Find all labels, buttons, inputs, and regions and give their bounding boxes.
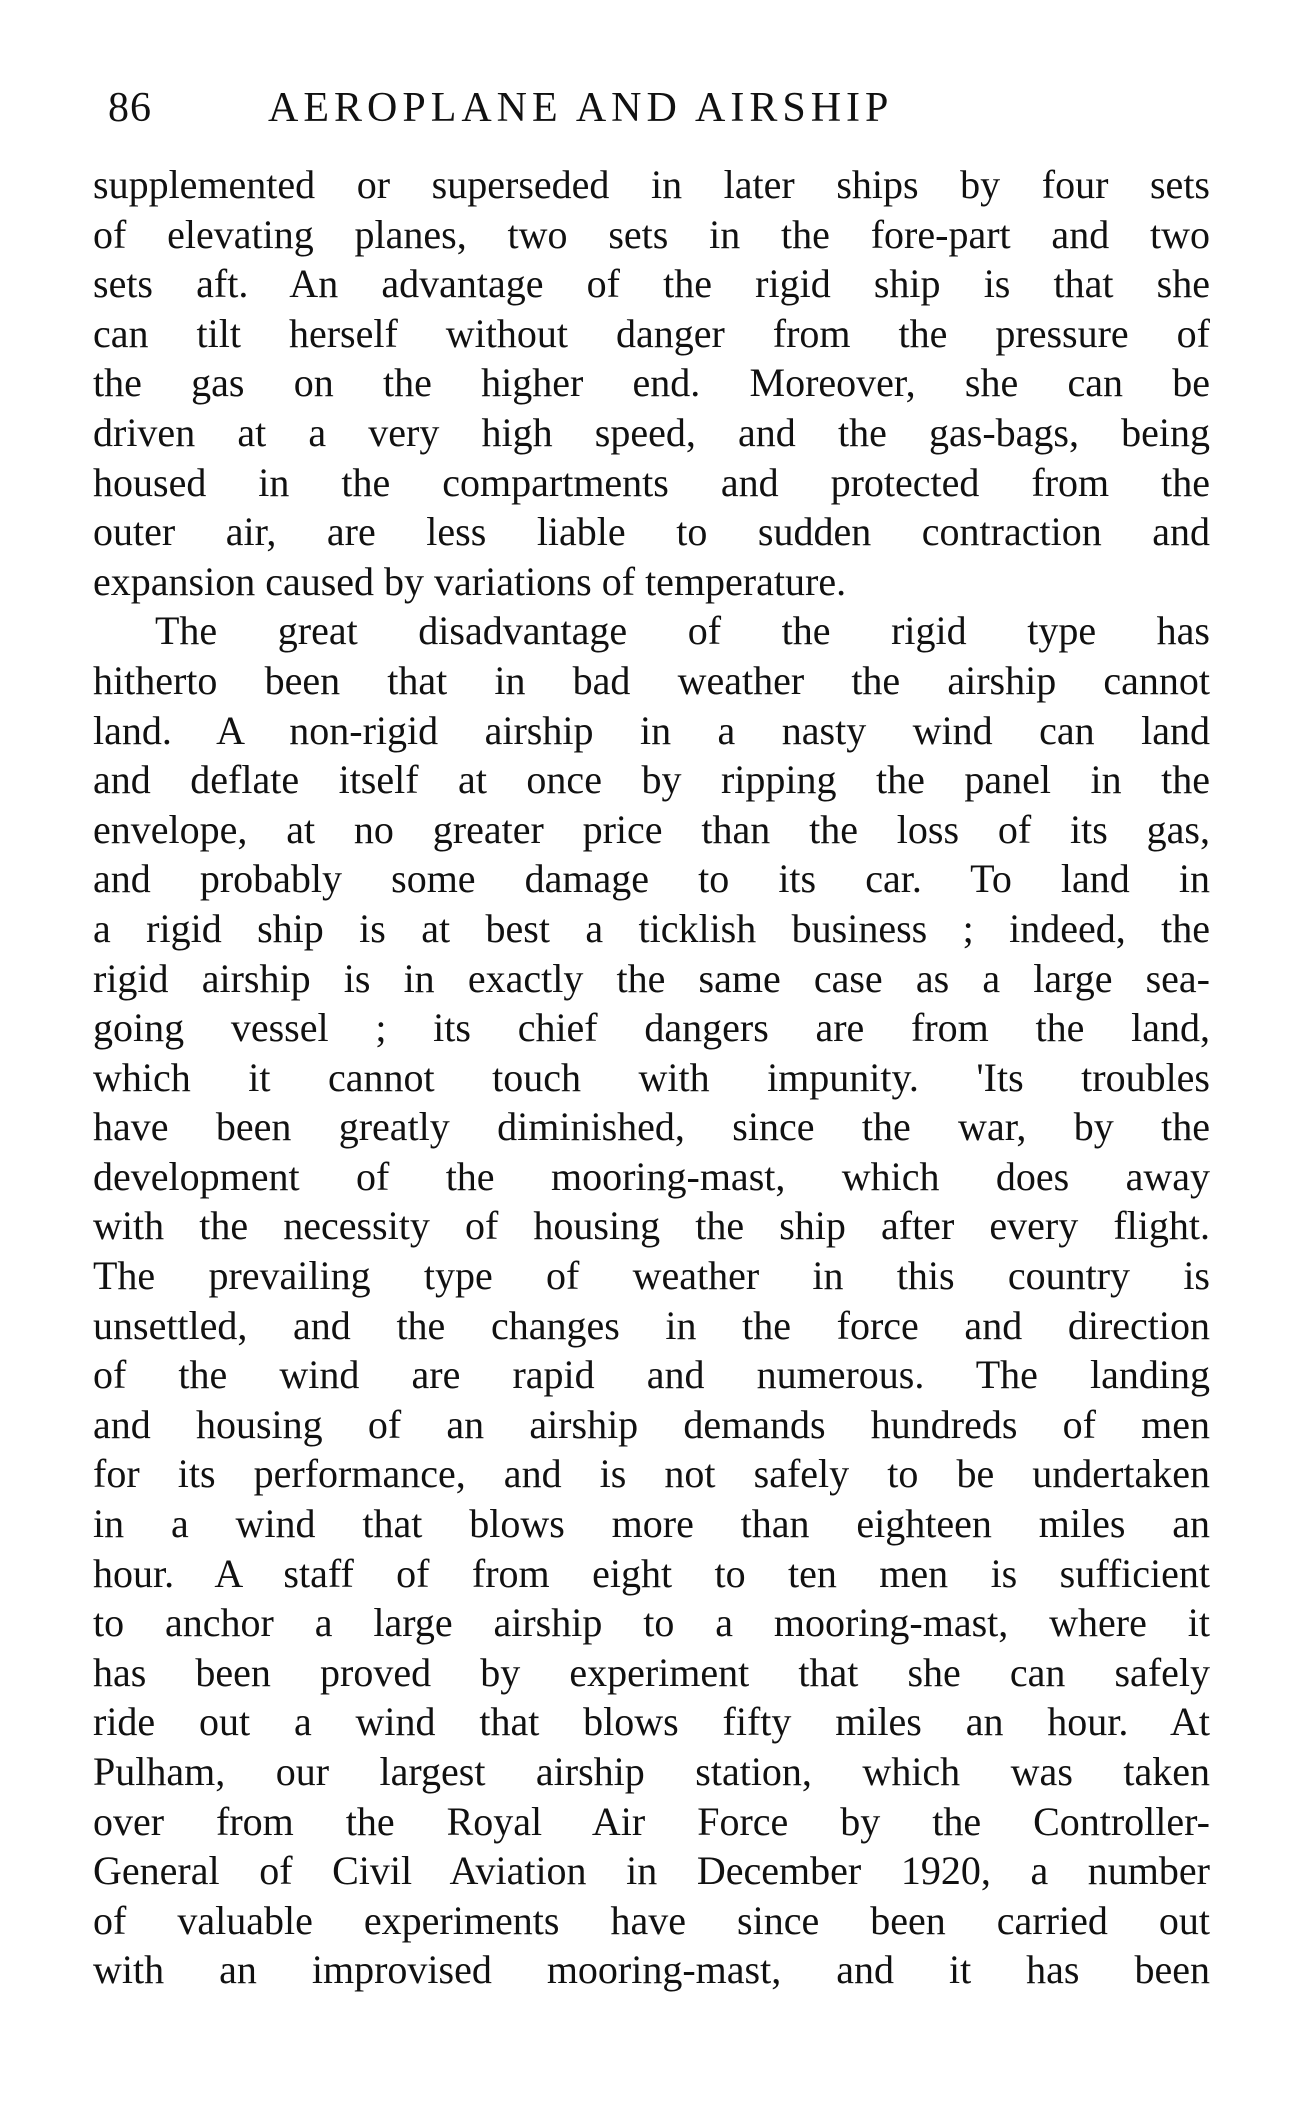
text-line: housed in the compartments and protected from the — [93, 459, 1210, 505]
text-line: envelope, at no greater price than the loss of its gas, — [93, 806, 1210, 852]
text-line: land. A non-rigid airship in a nasty wind can land — [93, 707, 1210, 753]
page-header — [108, 78, 1208, 138]
text-line: to anchor a large airship to a mooring-mast, where it — [93, 1600, 1210, 1646]
text-line: and deflate itself at once by ripping the panel in the — [93, 757, 1210, 803]
text-line: can tilt herself without danger from the pressure of — [93, 310, 1210, 356]
text-line: of elevating planes, two sets in the fore-part and two — [93, 211, 1210, 257]
body-text — [93, 160, 1210, 1995]
text-line: The prevailing type of weather in this country is — [93, 1253, 1210, 1299]
text-line: hitherto been that in bad weather the airship cannot — [93, 657, 1210, 703]
text-line: ride out a wind that blows fifty miles an hour. At — [93, 1699, 1210, 1745]
text-line: have been greatly diminished, since the war, by the — [93, 1104, 1210, 1150]
text-line: over from the Royal Air Force by the Controller- — [93, 1798, 1210, 1844]
text-line: sets aft. An advantage of the rigid ship is that she — [93, 261, 1210, 307]
running-head: AEROPLANE AND AIRSHIP — [268, 85, 894, 131]
text-line: a rigid ship is at best a ticklish business ; indeed, the — [93, 905, 1210, 951]
text-line: Pulham, our largest airship station, which was taken — [93, 1749, 1210, 1794]
text-line: which it cannot touch with impunity. 'Its troubles — [93, 1054, 1210, 1100]
text-line: unsettled, and the changes in the force and direction — [93, 1302, 1210, 1348]
text-line: outer air, are less liable to sudden contraction and — [93, 509, 1210, 555]
text-line: for its performance, and is not safely to be undertaken — [93, 1451, 1210, 1497]
text-line: The great disadvantage of the rigid type has — [155, 608, 1210, 654]
text-line: and probably some damage to its car. To land in — [93, 856, 1210, 902]
text-line: and housing of an airship demands hundreds of men — [93, 1401, 1210, 1447]
text-line: going vessel ; its chief dangers are from the land, — [93, 1005, 1210, 1051]
text-line: hour. A staff of from eight to ten men is sufficient — [93, 1550, 1210, 1596]
text-line: has been proved by experiment that she can safely — [93, 1649, 1210, 1695]
text-line: of the wind are rapid and numerous. The landing — [93, 1352, 1210, 1398]
text-line: expansion caused by variations of temperature. — [93, 558, 847, 604]
text-line: with the necessity of housing the ship after every flight. — [93, 1203, 1210, 1249]
page-number: 86 — [108, 85, 152, 131]
text-line: development of the mooring-mast, which does away — [93, 1153, 1210, 1199]
text-line: rigid airship is in exactly the same case as a large sea- — [93, 955, 1210, 1001]
text-line: driven at a very high speed, and the gas-bags, being — [93, 409, 1210, 455]
text-line: the gas on the higher end. Moreover, she can be — [93, 360, 1210, 406]
text-line: supplemented or superseded in later ships by four sets — [93, 162, 1210, 207]
text-line: of valuable experiments have since been carried out — [93, 1897, 1210, 1943]
text-line: General of Civil Aviation in December 1920, a number — [93, 1848, 1210, 1894]
text-line: with an improvised mooring-mast, and it has been — [93, 1947, 1210, 1993]
text-line: in a wind that blows more than eighteen miles an — [93, 1501, 1210, 1547]
